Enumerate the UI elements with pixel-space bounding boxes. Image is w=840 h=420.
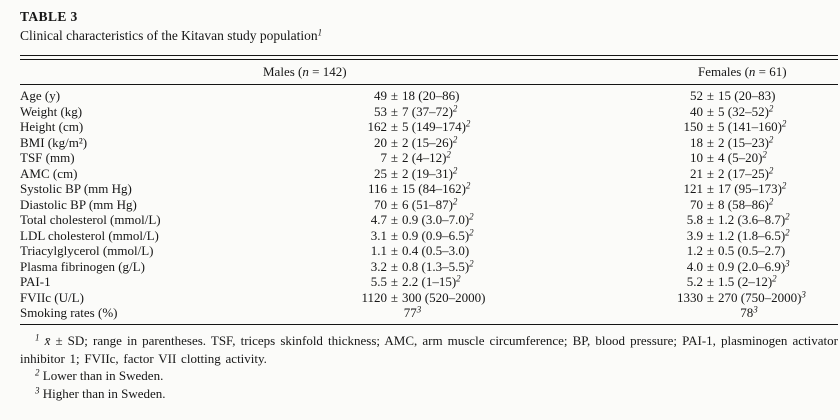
cell-mean: 150 (683, 119, 703, 134)
footnotes (20, 332, 838, 402)
footnote: $^2$ Lower than in Sweden. (35, 367, 164, 383)
table-3-figure (20, 9, 838, 402)
cell-mean: 3.9 (686, 227, 703, 243)
footnote-marker: 1 (35, 332, 40, 343)
cell-sd-range: 0.4 (0.5–3.0) (402, 243, 470, 258)
cell-sd-range: 15 (20–83) (718, 88, 776, 103)
table-row (20, 305, 838, 321)
male-value-cell (275, 150, 525, 166)
footnote-marker: 2 (35, 367, 40, 378)
cell-value: $78^3$ (740, 304, 758, 320)
female-value-cell (525, 166, 838, 182)
cell-sd-range: 8 $(58-86)^2$ (718, 196, 774, 212)
table-subtitle-text: Clinical characteristics of the Kitavan study population (20, 28, 318, 43)
table-subtitle (20, 28, 838, 44)
cell-value: $77^3$ (403, 304, 422, 320)
cell-mean: 20 (374, 134, 387, 150)
cell-mean: 40 (690, 103, 703, 119)
footnote-marker: 2 (465, 180, 471, 191)
row-label: TSF (mm) (20, 150, 75, 165)
plus-minus-sign: ± (390, 88, 399, 103)
male-value-cell (275, 243, 525, 259)
footnote-marker: 2 (456, 273, 461, 284)
cell-sd-range: 300 (520–2000) (402, 289, 486, 305)
footnote-marker: 2 (768, 103, 774, 113)
table-header-row (20, 60, 838, 85)
plus-minus-sign: ± (390, 227, 399, 243)
cell-sd-range: 1.5 $(2-12)^2$ (718, 273, 777, 289)
plus-minus-sign: ± (706, 196, 715, 212)
footnote-marker: 3 (801, 289, 806, 299)
footnote-marker: 3 (35, 385, 40, 395)
males-n-symbol: n (302, 63, 309, 79)
footnote-marker: 3 (416, 304, 422, 315)
footnote-marker: 2 (469, 258, 474, 268)
cell-sd-range: 5 $(32-52)^2$ (718, 103, 774, 119)
plus-minus-sign: ± (706, 227, 715, 243)
table-row (20, 228, 838, 244)
row-label: LDL cholesterol (mmol/L) (20, 227, 159, 243)
cell-mean: 70 (374, 196, 387, 212)
male-value-cell (275, 166, 525, 182)
cell-mean: 18 (690, 134, 703, 150)
male-value-cell (275, 119, 525, 135)
cell-mean: 52 (690, 88, 703, 103)
males-header-text: Males ( (263, 63, 303, 79)
cell-sd-range: 270 $(750-2000)^3$ (718, 289, 806, 305)
table-row (20, 166, 838, 182)
cell-sd-range: 18 (20–86) (402, 88, 460, 103)
footnote: $^1$ x̄ ± SD; range in parentheses. TSF, triceps skinfold thickness; AMC, arm muscle circumference; BP, blood pressure; PAI-1, plasminogen activator inhibitor 1; FVIIc, factor VII clotting activity. (20, 332, 838, 366)
row-label: Smoking rates (%) (20, 305, 118, 320)
footnote-marker: 2 (452, 196, 458, 206)
plus-minus-sign: ± (706, 103, 715, 119)
row-label: BMI (kg/m²) (20, 134, 88, 150)
cell-sd-range: 15 $(84-162)^2$ (402, 180, 471, 196)
table-row (20, 119, 838, 135)
plus-minus-sign: ± (390, 289, 399, 305)
cell-mean: 5.5 (370, 274, 387, 289)
cell-sd-range: 0.5 (0.5–2.7) (718, 243, 786, 258)
female-value-cell (525, 259, 838, 275)
footnote-marker: 2 (446, 149, 451, 160)
male-value-cell (275, 88, 525, 104)
cell-mean: 5.2 (686, 274, 703, 289)
cell-mean: 10 (690, 150, 703, 165)
plus-minus-sign: ± (390, 274, 399, 289)
footnote-marker: 2 (465, 118, 471, 129)
male-value-cell (275, 212, 525, 228)
plus-minus-sign: ± (390, 181, 399, 196)
cell-sd-range: 2 $(15-26)^2$ (402, 134, 458, 150)
row-label: Age (y) (20, 88, 61, 103)
female-value-cell (525, 305, 838, 321)
plus-minus-sign: ± (706, 258, 715, 274)
cell-sd-range: 5 $(141-160)^2$ (718, 118, 787, 134)
footnote-marker: 2 (781, 118, 787, 129)
cell-sd-range: 2 $(17-25)^2$ (718, 165, 774, 181)
plus-minus-sign: ± (390, 134, 399, 150)
plus-minus-sign: ± (706, 212, 715, 227)
footnote-marker: 2 (469, 211, 474, 222)
cell-mean: 25 (374, 165, 387, 181)
table-body (20, 85, 838, 326)
table-row (20, 259, 838, 275)
footnote-marker: 3 (785, 258, 790, 268)
cell-sd-range: 0.9 $(3.0-7.0)^2$ (402, 211, 474, 227)
cell-sd-range: 5 $(149-174)^2$ (402, 118, 471, 134)
row-label: Systolic BP (mm Hg) (20, 181, 132, 196)
male-value-cell (275, 197, 525, 213)
cell-mean: 1330 (677, 289, 703, 305)
plus-minus-sign: ± (390, 165, 399, 181)
male-value-cell (275, 135, 525, 151)
females-header-text: Females ( (698, 63, 749, 79)
cell-sd-range: 2 $(4-12)^2$ (402, 149, 451, 165)
table-row (20, 212, 838, 228)
plus-minus-sign: ± (390, 119, 399, 134)
cell-mean: 4.0 (686, 258, 703, 274)
plus-minus-sign: ± (390, 243, 399, 258)
table-row (20, 290, 838, 306)
male-value-cell (275, 104, 525, 120)
row-label: Plasma fibrinogen (g/L) (20, 258, 145, 274)
cell-mean: 70 (690, 196, 703, 212)
female-value-cell (525, 197, 838, 213)
plus-minus-sign: ± (706, 165, 715, 181)
xbar-symbol: x̄ (44, 333, 51, 348)
footnote-marker: 2 (768, 165, 774, 175)
plus-minus-sign: ± (390, 212, 399, 227)
cell-mean: 5.8 (686, 212, 703, 227)
male-value-cell (275, 228, 525, 244)
cell-mean: 53 (374, 103, 387, 119)
footnote-marker: 2 (781, 180, 787, 191)
plus-minus-sign: ± (706, 88, 715, 103)
males-header-count: = 142) (308, 63, 347, 79)
footnote-marker: 2 (469, 227, 474, 237)
plus-minus-sign: ± (706, 134, 715, 150)
male-value-cell (275, 181, 525, 197)
plus-minus-sign: ± (706, 243, 715, 258)
footnote-marker: 2 (452, 134, 458, 144)
cell-mean: 49 (374, 88, 387, 103)
plus-minus-sign: ± (390, 196, 399, 212)
plus-minus-sign: ± (706, 289, 715, 305)
plus-minus-sign: ± (706, 181, 715, 196)
plus-minus-sign: ± (390, 150, 399, 165)
male-value-cell (275, 259, 525, 275)
column-header-females (698, 64, 787, 80)
row-label: Total cholesterol (mmol/L) (20, 212, 161, 227)
female-value-cell (525, 150, 838, 166)
footnote-marker: 1 (317, 27, 323, 38)
row-label: PAI-1 (20, 274, 51, 289)
cell-sd-range: 0.8 $(1.3-5.5)^2$ (402, 258, 474, 274)
cell-sd-range: 17 $(95-173)^2$ (718, 180, 787, 196)
cell-mean: 3.2 (370, 258, 387, 274)
footnote-marker: 2 (785, 227, 790, 237)
column-header-males (263, 64, 347, 80)
cell-sd-range: 1.2 $(3.6-8.7)^2$ (718, 211, 790, 227)
table-row (20, 243, 838, 259)
footnote-marker: 2 (785, 211, 790, 222)
plus-minus-sign: ± (706, 119, 715, 134)
female-value-cell (525, 104, 838, 120)
female-value-cell (525, 181, 838, 197)
table-row (20, 135, 838, 151)
cell-mean: 116 (367, 181, 387, 196)
table-row (20, 88, 838, 104)
footnote-marker: 2 (452, 103, 458, 113)
table-row (20, 150, 838, 166)
female-value-cell (525, 212, 838, 228)
row-label: Height (cm) (20, 119, 84, 134)
female-value-cell (525, 290, 838, 306)
footnote-marker: 2 (762, 149, 767, 160)
cell-mean: 1.1 (370, 243, 387, 258)
table-row (20, 274, 838, 290)
footnote-marker: 2 (768, 196, 774, 206)
female-value-cell (525, 135, 838, 151)
table-row (20, 104, 838, 120)
table-row (20, 197, 838, 213)
cell-sd-range: 6 $(51-87)^2$ (402, 196, 458, 212)
female-value-cell (525, 119, 838, 135)
cell-sd-range: 4 $(5-20)^2$ (718, 149, 767, 165)
female-value-cell (525, 228, 838, 244)
row-label: FVIIc (U/L) (20, 289, 84, 305)
female-value-cell (525, 88, 838, 104)
plus-minus-sign: ± (706, 274, 715, 289)
plus-minus-sign: ± (390, 103, 399, 119)
cell-mean: 162 (367, 119, 387, 134)
male-value-cell (275, 305, 525, 321)
footnote-marker: 2 (768, 134, 774, 144)
females-header-count: = 61) (755, 63, 787, 79)
footnote: $^3$ Higher than in Sweden. (35, 385, 166, 401)
table-title: TABLE 3 (20, 9, 78, 24)
cell-sd-range: 7 $(37-72)^2$ (402, 103, 458, 119)
male-value-cell (275, 290, 525, 306)
cell-sd-range: 2 $(19-31)^2$ (402, 165, 458, 181)
cell-mean: 121 (683, 181, 703, 196)
footnote-marker: 2 (772, 273, 777, 284)
row-label: Weight (kg) (20, 103, 83, 119)
table-row (20, 181, 838, 197)
row-label: Triacylglycerol (mmol/L) (20, 243, 154, 258)
females-n-symbol: n (748, 63, 756, 79)
cell-mean: 3.1 (370, 227, 387, 243)
cell-sd-range: 2.2 $(1-15)^2$ (402, 273, 461, 289)
cell-sd-range: 0.9 $(2.0-6.9)^3$ (718, 258, 790, 274)
cell-sd-range: 2 $(15-23)^2$ (718, 134, 774, 150)
cell-mean: 4.7 (370, 212, 387, 227)
plus-minus-sign: ± (706, 150, 715, 165)
footnote-marker: 3 (753, 304, 758, 315)
cell-mean: 21 (690, 165, 703, 181)
cell-mean: 1120 (361, 289, 387, 305)
row-label: Diastolic BP (mm Hg) (20, 196, 137, 212)
female-value-cell (525, 243, 838, 259)
male-value-cell (275, 274, 525, 290)
female-value-cell (525, 274, 838, 290)
cell-mean: 7 (380, 150, 387, 165)
footnote-marker: 2 (452, 165, 458, 175)
row-label: AMC (cm) (20, 165, 78, 181)
cell-sd-range: 0.9 $(0.9-6.5)^2$ (402, 227, 474, 243)
cell-sd-range: 1.2 $(1.8-6.5)^2$ (718, 227, 790, 243)
cell-mean: 1.2 (686, 243, 703, 258)
plus-minus-sign: ± (390, 258, 399, 274)
